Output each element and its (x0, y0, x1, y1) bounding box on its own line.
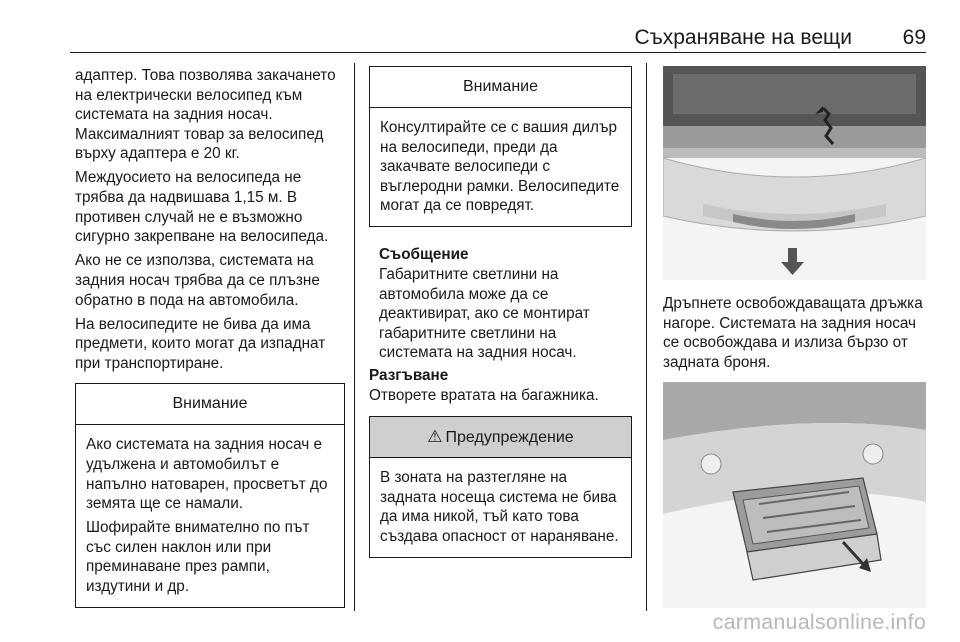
warning-triangle-icon: ⚠ (427, 427, 443, 447)
note-text: Габаритните светлини на автомобила може да се деактивират, ако се монтират габаритните светлини на системата на задния носач. (379, 266, 590, 362)
column-divider-1 (354, 63, 355, 611)
section-heading: Разгъване (369, 367, 449, 385)
column-3 (663, 66, 926, 608)
warning-title-text: Предупреждение (445, 429, 574, 447)
warning-box (369, 416, 632, 558)
note-title: Съобщение (379, 246, 469, 264)
bumper-illustration (663, 66, 926, 280)
column-2 (369, 66, 632, 558)
body-paragraph: Междуосието на велосипеда не трябва да надвишава 1,15 м. В противен случай не е възможно сигурно закрепване на велосипеда. (75, 169, 329, 246)
caution-box-title: Внимание (370, 67, 631, 108)
header-title: Съхраняване на вещи (634, 26, 852, 49)
caution-box-body (76, 425, 344, 607)
body-paragraph: адаптер. Това позволява закачането на електрически велосипед към системата на задния носач. Максималният товар за велосипед върху адаптера е 20 кг. (75, 67, 336, 163)
figure-carrier-extended (663, 382, 926, 608)
figure-caption: Дръпнете освобождаващата дръжка нагоре. Системата на задния носач се освобождава и излиза бързо от задната броня. (663, 295, 923, 371)
column-1 (75, 66, 345, 608)
caution-text: Шофирайте внимателно по път със силен наклон или при преминаване през рампи, издутини и др. (86, 519, 310, 596)
caution-text: Консултирайте се с вашия дилър на велосипеди, преди да закачвате велосипеди с въглеродни рамки. Велосипедите могат да се повредят. (380, 119, 620, 215)
section-text: Отворете вратата на багажника. (369, 386, 599, 404)
caution-box-title: Внимание (76, 384, 344, 425)
body-paragraph: На велосипедите не бива да има предмети, които могат да изпаднат при транспортиране. (75, 315, 326, 372)
body-paragraph: Ако не се използва, системата на задния носач трябва да се плъзне обратно в пода на автомобила. (75, 252, 320, 309)
page-number: 69 (902, 26, 926, 49)
caution-box (369, 66, 632, 227)
column-divider-2 (646, 63, 647, 611)
warning-text: В зоната на разтегляне на задната носеща система не бива да има никой, тъй като това създава опасност от нараняване. (380, 469, 619, 545)
figure-bumper-release (663, 66, 926, 280)
page-header (70, 24, 926, 53)
caution-text: Ако системата на задния носач е удължена и автомобилът е напълно натоварен, просветът до земята ще се намали. (86, 436, 328, 513)
caution-box-body (370, 108, 631, 226)
watermark: carmanualsonline.info (712, 610, 926, 634)
warning-box-body (370, 458, 631, 557)
caution-box (75, 383, 345, 608)
note-block (369, 245, 632, 363)
warning-box-title (370, 417, 631, 458)
carrier-illustration (663, 382, 926, 608)
